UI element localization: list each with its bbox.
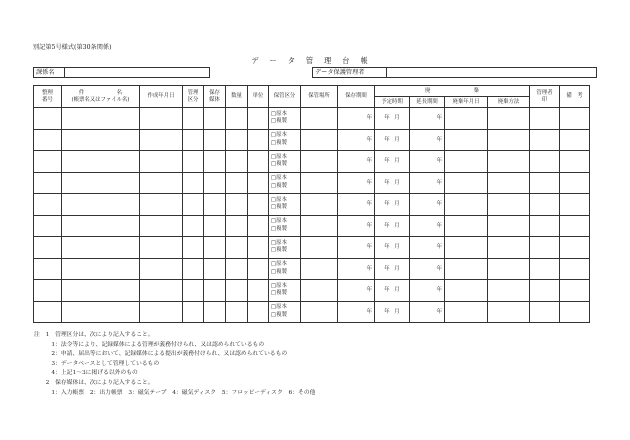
- quantity-cell[interactable]: [226, 215, 248, 237]
- manager-seal-cell[interactable]: [530, 172, 560, 194]
- col-management-category: 管理 区分: [183, 86, 204, 108]
- management-category-cell[interactable]: [183, 172, 204, 194]
- remarks-cell[interactable]: [560, 237, 590, 259]
- disposal-method-cell[interactable]: [488, 280, 530, 302]
- storage-media-cell[interactable]: [204, 151, 226, 173]
- remarks-cell[interactable]: [560, 172, 590, 194]
- month-unit: 月: [394, 179, 400, 186]
- year-unit: 年: [384, 244, 390, 250]
- created-date-cell[interactable]: [140, 237, 183, 259]
- extension-period-cell[interactable]: [410, 108, 445, 130]
- copy-checkbox[interactable]: □複製: [271, 161, 287, 168]
- storage-type-cell[interactable]: [269, 108, 301, 130]
- year-unit: 年: [366, 244, 372, 250]
- disposal-date-cell[interactable]: [445, 258, 488, 280]
- retention-period-cell[interactable]: [338, 215, 375, 237]
- year-unit: 年: [436, 222, 442, 229]
- col-created-date: 作成年月日: [140, 86, 183, 108]
- remarks-cell[interactable]: [560, 151, 590, 173]
- storage-location-cell[interactable]: [301, 172, 338, 194]
- remarks-cell[interactable]: [560, 280, 590, 302]
- year-unit: 年: [366, 158, 372, 164]
- section-name-label: 課係名: [34, 68, 65, 77]
- month-unit: 月: [394, 115, 400, 121]
- data-management-ledger-table: [33, 85, 590, 323]
- seq-cell[interactable]: [34, 280, 62, 302]
- retention-period-cell[interactable]: [338, 194, 375, 216]
- year-unit: 年: [366, 201, 372, 207]
- disposal-date-cell[interactable]: [445, 151, 488, 173]
- manager-seal-cell[interactable]: [530, 129, 560, 151]
- year-unit: 年: [366, 179, 372, 186]
- note-line: 2：申請、届出等において、記録媒体による提出が義務付けられ、又は認められているもの: [34, 351, 288, 358]
- planned-time-cell[interactable]: [375, 237, 410, 259]
- extension-period-cell[interactable]: [410, 151, 445, 173]
- col-disposal-date: 廃棄年月日: [445, 97, 488, 108]
- extension-period-cell[interactable]: [410, 129, 445, 151]
- quantity-cell[interactable]: [226, 151, 248, 173]
- notes-section: [34, 331, 315, 398]
- remarks-cell[interactable]: [560, 258, 590, 280]
- seq-cell[interactable]: [34, 129, 62, 151]
- subject-cell[interactable]: [62, 108, 140, 130]
- table-row: [34, 237, 590, 259]
- management-category-cell[interactable]: [183, 215, 204, 237]
- remarks-cell[interactable]: [560, 108, 590, 130]
- disposal-date-cell[interactable]: [445, 172, 488, 194]
- storage-media-cell[interactable]: [204, 108, 226, 130]
- manager-seal-cell[interactable]: [530, 301, 560, 323]
- management-category-cell[interactable]: [183, 280, 204, 302]
- created-date-cell[interactable]: [140, 151, 183, 173]
- col-extension-period: 延長期間: [410, 97, 445, 108]
- disposal-date-cell[interactable]: [445, 129, 488, 151]
- month-unit: 月: [394, 308, 400, 315]
- disposal-date-cell[interactable]: [445, 108, 488, 130]
- planned-time-cell[interactable]: [375, 258, 410, 280]
- form-number-label: 別記第5号様式(第30条関係): [33, 44, 112, 51]
- storage-media-cell[interactable]: [204, 194, 226, 216]
- manager-seal-cell[interactable]: [530, 108, 560, 130]
- quantity-cell[interactable]: [226, 301, 248, 323]
- storage-location-cell[interactable]: [301, 301, 338, 323]
- storage-location-cell[interactable]: [301, 215, 338, 237]
- month-unit: 月: [394, 201, 400, 207]
- storage-type-cell[interactable]: [269, 151, 301, 173]
- manager-seal-cell[interactable]: [530, 258, 560, 280]
- unit-cell[interactable]: [248, 151, 269, 173]
- storage-location-cell[interactable]: [301, 108, 338, 130]
- storage-type-cell[interactable]: [269, 280, 301, 302]
- retention-period-cell[interactable]: [338, 280, 375, 302]
- col-storage-media: 保存 媒体: [204, 86, 226, 108]
- year-unit: 年: [366, 265, 372, 272]
- original-checkbox[interactable]: □原本: [271, 132, 287, 139]
- subject-cell[interactable]: [62, 280, 140, 302]
- management-category-cell[interactable]: [183, 237, 204, 259]
- col-storage-location: 保管場所: [301, 86, 338, 108]
- year-unit: 年: [384, 265, 390, 272]
- col-remarks: 備 考: [560, 86, 590, 108]
- section-name-field[interactable]: [33, 67, 210, 78]
- copy-checkbox[interactable]: □複製: [271, 225, 287, 232]
- manager-seal-cell[interactable]: [530, 194, 560, 216]
- year-unit: 年: [436, 287, 442, 293]
- planned-time-cell[interactable]: [375, 172, 410, 194]
- year-unit: 年: [436, 244, 442, 250]
- retention-period-cell[interactable]: [338, 172, 375, 194]
- seq-cell[interactable]: [34, 172, 62, 194]
- quantity-cell[interactable]: [226, 280, 248, 302]
- subject-cell[interactable]: [62, 194, 140, 216]
- col-storage-type: 保管区分: [269, 86, 301, 108]
- table-row: [34, 172, 590, 194]
- disposal-method-cell[interactable]: [488, 301, 530, 323]
- original-checkbox[interactable]: □原本: [271, 218, 287, 225]
- disposal-date-cell[interactable]: [445, 280, 488, 302]
- storage-media-cell[interactable]: [204, 258, 226, 280]
- col-planned-time: 予定時期: [375, 97, 410, 108]
- unit-cell[interactable]: [248, 108, 269, 130]
- seq-cell[interactable]: [34, 108, 62, 130]
- year-unit: 年: [384, 287, 390, 293]
- disposal-method-cell[interactable]: [488, 215, 530, 237]
- created-date-cell[interactable]: [140, 129, 183, 151]
- disposal-method-cell[interactable]: [488, 172, 530, 194]
- planned-time-cell[interactable]: [375, 151, 410, 173]
- storage-type-cell[interactable]: [269, 301, 301, 323]
- data-protection-manager-field[interactable]: [312, 67, 597, 78]
- created-date-cell[interactable]: [140, 108, 183, 130]
- month-unit: 月: [394, 287, 400, 293]
- management-category-cell[interactable]: [183, 258, 204, 280]
- month-unit: 月: [394, 265, 400, 272]
- copy-checkbox[interactable]: □複製: [271, 139, 287, 146]
- created-date-cell[interactable]: [140, 172, 183, 194]
- storage-location-cell[interactable]: [301, 194, 338, 216]
- copy-checkbox[interactable]: □複製: [271, 182, 287, 189]
- management-category-cell[interactable]: [183, 194, 204, 216]
- unit-cell[interactable]: [248, 194, 269, 216]
- disposal-date-cell[interactable]: [445, 215, 488, 237]
- year-unit: 年: [436, 158, 442, 164]
- copy-checkbox[interactable]: □複製: [271, 118, 287, 125]
- retention-period-cell[interactable]: [338, 301, 375, 323]
- unit-cell[interactable]: [248, 172, 269, 194]
- extension-period-cell[interactable]: [410, 280, 445, 302]
- retention-period-cell[interactable]: [338, 108, 375, 130]
- year-unit: 年: [436, 308, 442, 315]
- data-protection-manager-label: データ保護管理者: [313, 68, 387, 77]
- page-title: データ管理台帳: [251, 56, 379, 65]
- year-unit: 年: [436, 115, 442, 121]
- table-row: [34, 129, 590, 151]
- storage-type-cell[interactable]: [269, 258, 301, 280]
- storage-type-cell[interactable]: [269, 237, 301, 259]
- created-date-cell[interactable]: [140, 215, 183, 237]
- unit-cell[interactable]: [248, 129, 269, 151]
- disposal-method-cell[interactable]: [488, 258, 530, 280]
- year-unit: 年: [384, 222, 390, 229]
- month-unit: 月: [394, 136, 400, 143]
- storage-media-cell[interactable]: [204, 215, 226, 237]
- disposal-method-cell[interactable]: [488, 129, 530, 151]
- original-checkbox[interactable]: □原本: [271, 153, 287, 160]
- original-checkbox[interactable]: □原本: [271, 239, 287, 246]
- remarks-cell[interactable]: [560, 301, 590, 323]
- note-line: 注 1 管理区分は、次により記入すること。: [34, 332, 154, 338]
- subject-cell[interactable]: [62, 215, 140, 237]
- extension-period-cell[interactable]: [410, 215, 445, 237]
- remarks-cell[interactable]: [560, 129, 590, 151]
- copy-checkbox[interactable]: □複製: [271, 311, 287, 318]
- quantity-cell[interactable]: [226, 172, 248, 194]
- seq-cell[interactable]: [34, 194, 62, 216]
- quantity-cell[interactable]: [226, 258, 248, 280]
- storage-type-cell[interactable]: [269, 129, 301, 151]
- subject-cell[interactable]: [62, 258, 140, 280]
- col-disposal-method: 廃棄方法: [488, 97, 530, 108]
- seq-cell[interactable]: [34, 215, 62, 237]
- year-unit: 年: [384, 179, 390, 186]
- storage-location-cell[interactable]: [301, 151, 338, 173]
- year-unit: 年: [366, 222, 372, 229]
- disposal-method-cell[interactable]: [488, 108, 530, 130]
- storage-media-cell[interactable]: [204, 237, 226, 259]
- disposal-date-cell[interactable]: [445, 301, 488, 323]
- retention-period-cell[interactable]: [338, 258, 375, 280]
- created-date-cell[interactable]: [140, 280, 183, 302]
- col-disposal-group: 廃 棄: [375, 86, 530, 97]
- year-unit: 年: [384, 136, 390, 143]
- year-unit: 年: [384, 308, 390, 315]
- remarks-cell[interactable]: [560, 215, 590, 237]
- year-unit: 年: [366, 308, 372, 315]
- manager-seal-cell[interactable]: [530, 151, 560, 173]
- extension-period-cell[interactable]: [410, 237, 445, 259]
- storage-type-cell[interactable]: [269, 194, 301, 216]
- subject-cell[interactable]: [62, 237, 140, 259]
- management-category-cell[interactable]: [183, 108, 204, 130]
- original-checkbox[interactable]: □原本: [271, 261, 287, 268]
- subject-cell[interactable]: [62, 301, 140, 323]
- disposal-date-cell[interactable]: [445, 194, 488, 216]
- year-unit: 年: [436, 179, 442, 186]
- manager-seal-cell[interactable]: [530, 215, 560, 237]
- management-category-cell[interactable]: [183, 151, 204, 173]
- year-unit: 年: [366, 136, 372, 143]
- year-unit: 年: [436, 201, 442, 207]
- storage-media-cell[interactable]: [204, 172, 226, 194]
- original-checkbox[interactable]: □原本: [271, 110, 287, 117]
- subject-cell[interactable]: [62, 151, 140, 173]
- table-row: [34, 215, 590, 237]
- copy-checkbox[interactable]: □複製: [271, 247, 287, 254]
- table-row: [34, 194, 590, 216]
- planned-time-cell[interactable]: [375, 194, 410, 216]
- manager-seal-cell[interactable]: [530, 280, 560, 302]
- original-checkbox[interactable]: □原本: [271, 196, 287, 203]
- disposal-date-cell[interactable]: [445, 237, 488, 259]
- seq-cell[interactable]: [34, 258, 62, 280]
- table-row: [34, 258, 590, 280]
- year-unit: 年: [384, 115, 390, 121]
- created-date-cell[interactable]: [140, 194, 183, 216]
- extension-period-cell[interactable]: [410, 301, 445, 323]
- extension-period-cell[interactable]: [410, 172, 445, 194]
- note-line: 1：入力帳票 2：出力帳票 3：磁気テープ 4：磁気ディスク 5：フロッピーディスク 6：その他: [34, 389, 316, 396]
- storage-media-cell[interactable]: [204, 301, 226, 323]
- month-unit: 月: [394, 222, 400, 229]
- disposal-method-cell[interactable]: [488, 237, 530, 259]
- storage-type-cell[interactable]: [269, 172, 301, 194]
- planned-time-cell[interactable]: [375, 215, 410, 237]
- col-manager-seal: 管理者 印: [530, 86, 560, 108]
- storage-type-cell[interactable]: [269, 215, 301, 237]
- subject-cell[interactable]: [62, 129, 140, 151]
- year-unit: 年: [436, 136, 442, 143]
- note-line: 2 保存媒体は、次により記入すること。: [34, 379, 154, 386]
- col-quantity: 数量: [226, 86, 248, 108]
- unit-cell[interactable]: [248, 280, 269, 302]
- table-row: [34, 280, 590, 302]
- planned-time-cell[interactable]: [375, 129, 410, 151]
- year-unit: 年: [384, 158, 390, 164]
- management-category-cell[interactable]: [183, 129, 204, 151]
- month-unit: 月: [394, 244, 400, 250]
- year-unit: 年: [366, 115, 372, 121]
- disposal-method-cell[interactable]: [488, 194, 530, 216]
- quantity-cell[interactable]: [226, 108, 248, 130]
- management-category-cell[interactable]: [183, 301, 204, 323]
- note-line: 3：データベースとして管理しているもの: [34, 360, 160, 367]
- seq-cell[interactable]: [34, 151, 62, 173]
- unit-cell[interactable]: [248, 215, 269, 237]
- seq-cell[interactable]: [34, 237, 62, 259]
- created-date-cell[interactable]: [140, 258, 183, 280]
- unit-cell[interactable]: [248, 237, 269, 259]
- original-checkbox[interactable]: □原本: [271, 304, 287, 311]
- month-unit: 月: [394, 158, 400, 164]
- seq-cell[interactable]: [34, 301, 62, 323]
- storage-location-cell[interactable]: [301, 280, 338, 302]
- unit-cell[interactable]: [248, 258, 269, 280]
- col-retention-period: 保存期間: [338, 86, 375, 108]
- note-line: 1：法令等により、記録媒体による管理が義務付けられ、又は認められているもの: [34, 341, 265, 348]
- retention-period-cell[interactable]: [338, 151, 375, 173]
- storage-location-cell[interactable]: [301, 258, 338, 280]
- original-checkbox[interactable]: □原本: [271, 282, 287, 289]
- created-date-cell[interactable]: [140, 301, 183, 323]
- col-subject: 件 名 (帳票名又はファイル名): [62, 86, 140, 108]
- table-row: [34, 301, 590, 323]
- quantity-cell[interactable]: [226, 129, 248, 151]
- note-line: 4：上記1～3に掲げる以外のもの: [34, 370, 138, 377]
- subject-cell[interactable]: [62, 172, 140, 194]
- quantity-cell[interactable]: [226, 194, 248, 216]
- retention-period-cell[interactable]: [338, 237, 375, 259]
- year-unit: 年: [436, 265, 442, 272]
- original-checkbox[interactable]: □原本: [271, 175, 287, 182]
- col-seq-number: 整理 番号: [34, 86, 62, 108]
- storage-media-cell[interactable]: [204, 280, 226, 302]
- copy-checkbox[interactable]: □複製: [271, 290, 287, 297]
- copy-checkbox[interactable]: □複製: [271, 268, 287, 275]
- copy-checkbox[interactable]: □複製: [271, 204, 287, 211]
- table-row: [34, 151, 590, 173]
- storage-media-cell[interactable]: [204, 129, 226, 151]
- quantity-cell[interactable]: [226, 237, 248, 259]
- unit-cell[interactable]: [248, 301, 269, 323]
- remarks-cell[interactable]: [560, 194, 590, 216]
- col-unit: 単位: [248, 86, 269, 108]
- disposal-method-cell[interactable]: [488, 151, 530, 173]
- extension-period-cell[interactable]: [410, 194, 445, 216]
- year-unit: 年: [384, 201, 390, 207]
- retention-period-cell[interactable]: [338, 129, 375, 151]
- manager-seal-cell[interactable]: [530, 237, 560, 259]
- storage-location-cell[interactable]: [301, 129, 338, 151]
- storage-location-cell[interactable]: [301, 237, 338, 259]
- table-row: [34, 108, 590, 130]
- planned-time-cell[interactable]: [375, 280, 410, 302]
- planned-time-cell[interactable]: [375, 108, 410, 130]
- planned-time-cell[interactable]: [375, 301, 410, 323]
- year-unit: 年: [366, 287, 372, 293]
- extension-period-cell[interactable]: [410, 258, 445, 280]
